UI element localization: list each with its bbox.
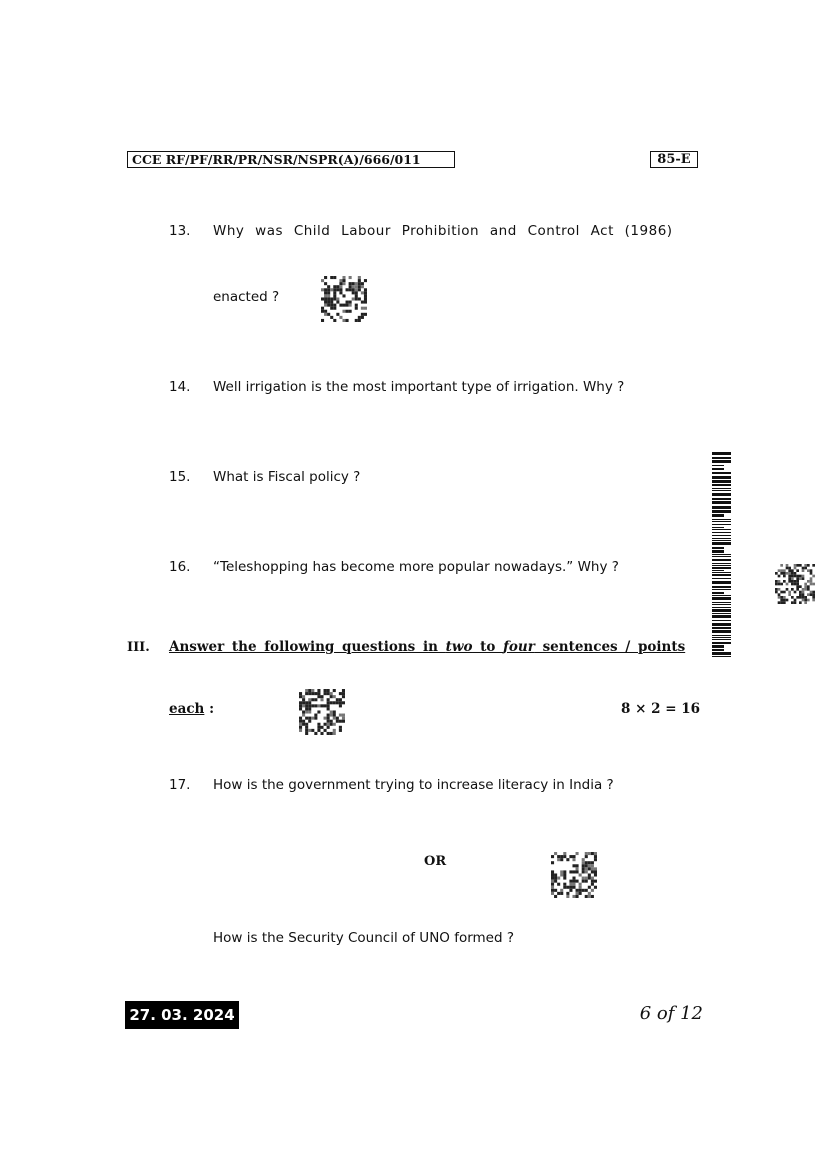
question-14-text: Well irrigation is the most important type of irrigation. Why ?: [213, 379, 625, 395]
question-16-number: 16.: [169, 559, 191, 575]
barcode-icon: [712, 452, 731, 658]
section-number: III.: [127, 640, 150, 655]
question-13-number: 13.: [169, 223, 191, 239]
qr-code-icon: [551, 852, 597, 898]
question-17-number: 17.: [169, 777, 191, 793]
question-15-number: 15.: [169, 469, 191, 485]
section-marks: 8 × 2 = 16: [621, 701, 700, 717]
exam-date-badge: 27. 03. 2024: [125, 1001, 239, 1029]
question-16-text: “Teleshopping has become more popular nowadays.” Why ?: [213, 559, 619, 575]
question-13-text-line2: enacted ?: [213, 289, 280, 305]
qr-code-icon: [775, 564, 815, 604]
paper-code-box: CCE RF/PF/RR/PR/NSR/NSPR(A)/666/011: [127, 151, 455, 168]
question-15-text: What is Fiscal policy ?: [213, 469, 361, 485]
paper-number-box: 85-E: [650, 151, 698, 168]
question-13-text-line1: Why was Child Labour Prohibition and Control Act (1986): [213, 223, 673, 239]
question-17-alternative: How is the Security Council of UNO formed ?: [213, 930, 515, 946]
section-instruction: Answer the following questions in two to four sentences / points: [169, 639, 686, 655]
section-instruction-each: each :: [169, 701, 215, 717]
question-17-text: How is the government trying to increase literacy in India ?: [213, 777, 614, 793]
question-14-number: 14.: [169, 379, 191, 395]
page-number: 6 of 12: [639, 1003, 703, 1024]
qr-code-icon: [321, 276, 367, 322]
or-divider: OR: [424, 854, 447, 869]
qr-code-icon: [299, 689, 345, 735]
